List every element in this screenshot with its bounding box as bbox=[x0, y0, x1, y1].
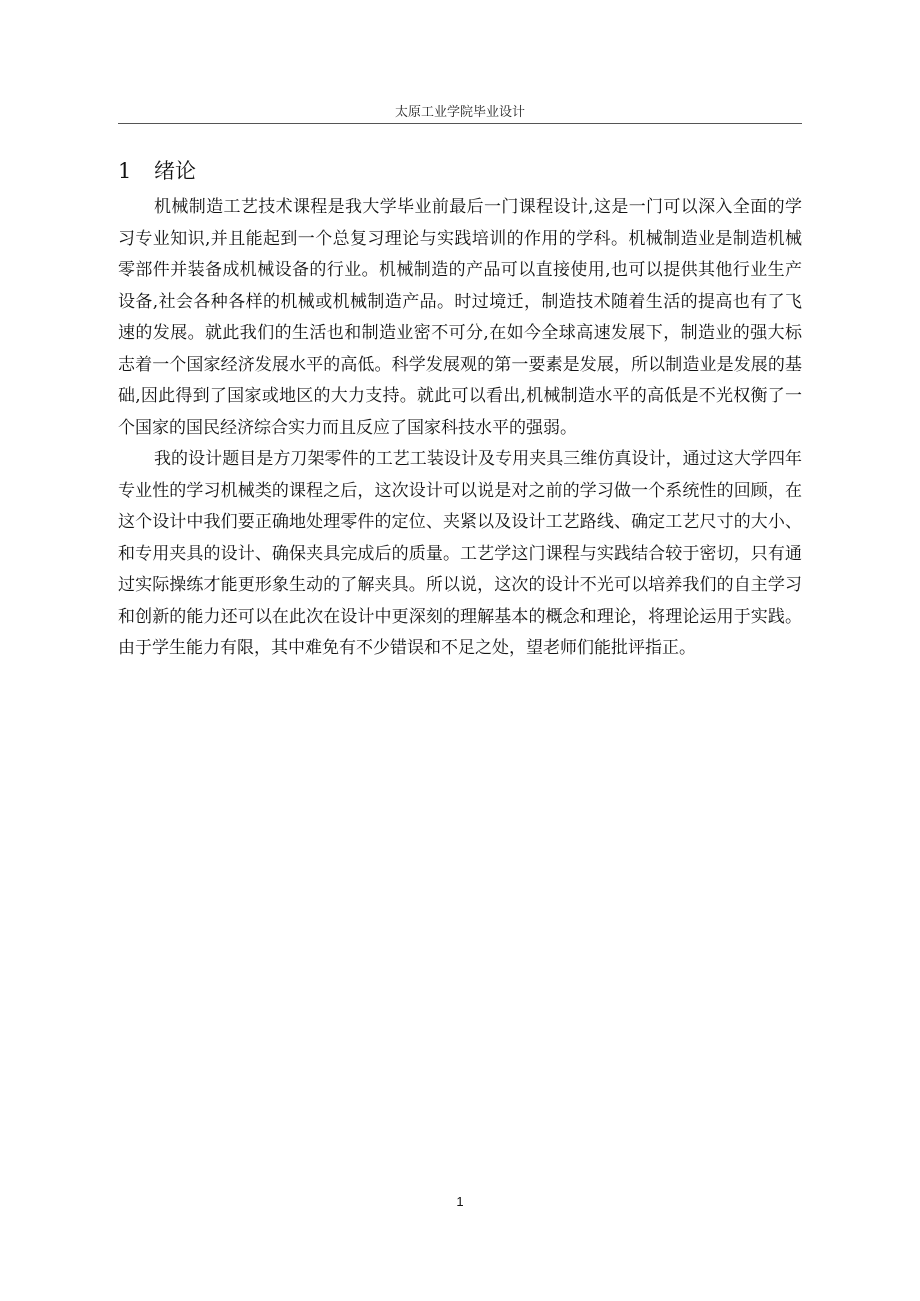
chapter-heading bbox=[118, 156, 196, 186]
chapter-title: 绪论 bbox=[154, 159, 196, 183]
chapter-number: 1 bbox=[118, 159, 132, 183]
page-number: 1 bbox=[456, 1194, 464, 1209]
body-text bbox=[118, 192, 802, 665]
paragraph-introduction: 机械制造工艺技术课程是我大学毕业前最后一门课程设计,这是一门可以深入全面的学习专业知识,并且能起到一个总复习理论与实践培训的作用的学科。机械制造业是制造机械零部件并装备成机械设备的行业。机械制造的产品可以直接使用,也可以提供其他行业生产设备,社会各种各样的机械或机械制造产品。时过境迁，制造技术随着生活的提高也有了飞速的发展。就此我们的生活也和制造业密不可分,在如今全球高速发展下，制造业的强大标志着一个国家经济发展水平的高低。科学发展观的第一要素是发展，所以制造业是发展的基础,因此得到了国家或地区的大力支持。就此可以看出,机械制造水平的高低是不光权衡了一个国家的国民经济综合实力而且反应了国家科技水平的强弱。 bbox=[118, 197, 802, 438]
header-rule bbox=[118, 123, 802, 124]
running-header: 太原工业学院毕业设计 bbox=[394, 105, 525, 120]
paragraph-design-topic: 我的设计题目是方刀架零件的工艺工装设计及专用夹具三维仿真设计，通过这大学四年专业性的学习机械类的课程之后，这次设计可以说是对之前的学习做一个系统性的回顾，在这个设计中我们要正确地处理零件的定位、夹紧以及设计工艺路线、确定工艺尺寸的大小、和专用夹具的设计、确保夹具完成后的质量。工艺学这门课程与实践结合较于密切，只有通过实际操练才能更形象生动的了解夹具。所以说，这次的设计不光可以培养我们的自主学习和创新的能力还可以在此次在设计中更深刻的理解基本的概念和理论，将理论运用于实践。由于学生能力有限，其中难免有不少错误和不足之处，望老师们能批评指正。 bbox=[118, 449, 802, 658]
